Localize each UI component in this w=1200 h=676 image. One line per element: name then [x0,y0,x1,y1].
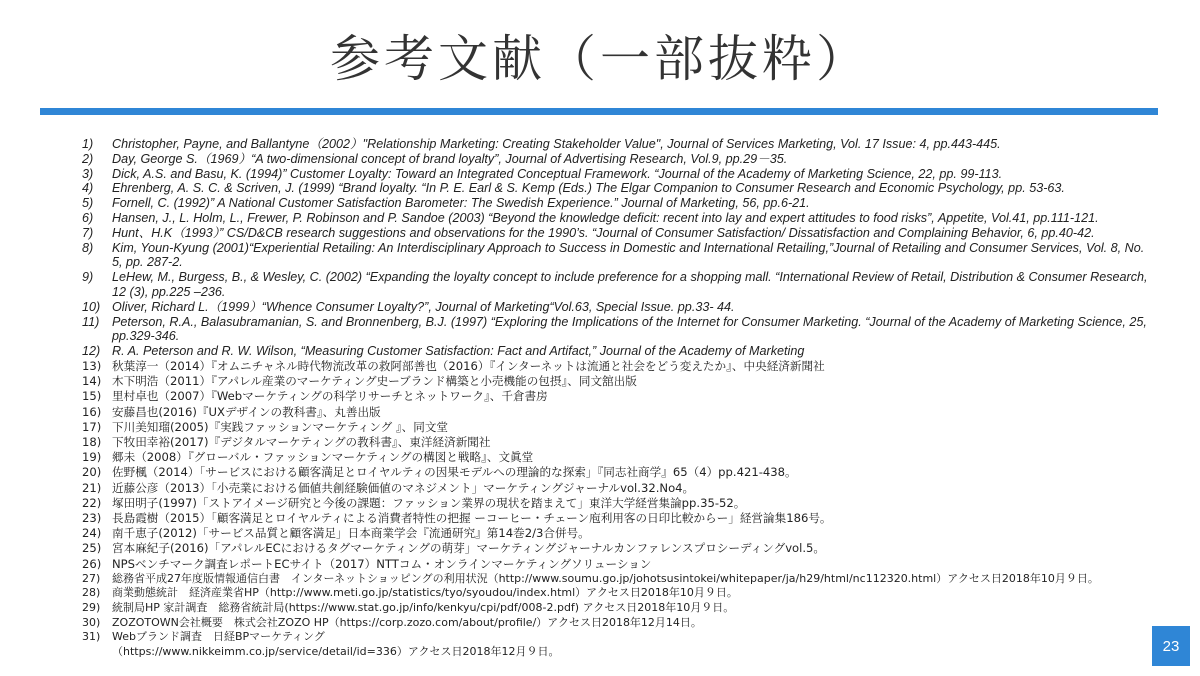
reference-number: 9) [82,270,94,285]
reference-text: Day, George S.（1969）“A two-dimensional concept of brand loyalty”, Journal of Advertising Research, Vol.9, pp.29－35. [112,151,788,166]
reference-item [82,405,1157,420]
reference-text: ZOZOTOWN会社概要 株式会社ZOZO HP（https://corp.zozo.com/about/profile/）アクセス日2018年12月14日。 [112,615,702,629]
reference-number: 21) [82,480,102,495]
reference-item [82,541,1157,556]
reference-text: 近藤公彦（2013）「小売業における価値共創経験価値のマネジメント」マーケティングジャーナルvol.32.No4。 [112,480,695,495]
reference-number: 14) [82,374,102,389]
reference-number: 1) [82,137,94,151]
reference-item [82,315,1157,345]
reference-number: 27) [82,571,101,585]
reference-number: 2) [82,151,94,166]
page-number: 23 [1152,626,1190,666]
reference-text: Peterson, R.A., Balasubramanian, S. and Bronnenberg, B.J. (1997) “Exploring the Implications of the Internet for Consumer Marketing. “Journal of the Academy of Marketing Science, 25, pp.329-346. [112,314,1151,344]
reference-text: Oliver, Richard L.（1999）“Whence Consumer Loyalty?”, Journal of Marketing“Vol.63, Special Issue. pp.33- 44. [112,299,735,314]
reference-text: 下牧田幸裕(2017)『デジタルマーケティングの教科書』、東洋経済新聞社 [112,434,491,449]
reference-item [82,526,1157,541]
reference-item [82,300,1157,315]
reference-item [82,557,1157,572]
reference-item [82,167,1157,182]
reference-number: 18) [82,434,102,449]
reference-item [82,359,1157,374]
reference-text: 安藤昌也(2016)『UXデザインの教科書』、丸善出版 [112,404,381,419]
title-divider [40,108,1158,115]
reference-text: 商業動態統計 経済産業省HP（http://www.meti.go.jp/statistics/tyo/syoudou/index.html）アクセス日2018年10月９日。 [112,586,738,600]
reference-item [82,511,1157,526]
reference-number: 4) [82,181,94,196]
reference-item [82,586,1157,601]
reference-item [82,496,1157,511]
reference-text: Hansen, J., L. Holm, L., Frewer, P. Robinson and P. Sandoe (2003) “Beyond the knowledge deficit: recent into lay and expert attitudes to food risks”, Appetite, Vol.41, pp.111-121. [112,210,1099,225]
reference-item [82,226,1157,241]
reference-text: 郷未（2008）『グローバル・ファッションマーケティングの構図と戦略』、文眞堂 [112,450,534,465]
reference-item [82,181,1157,196]
reference-text: Dick, A.S. and Basu, K. (1994)” Customer Loyalty: Toward an Integrated Conceptual Framework. “Journal of the Academy of Marketing Science, 22, pp. 99-113. [112,166,1003,181]
reference-text: 下川美知瑠(2005)『実践ファッションマーケティング 』、同文堂 [112,419,449,434]
reference-number: 31) [82,630,101,644]
reference-item [82,420,1157,435]
reference-number: 30) [82,615,101,629]
reference-text: Hunt、H.K（1993）” CS/D&CB research suggestions and observations for the 1990’s. “Journal of Consumer Satisfaction/ Dissatisfaction and Complaining Behavior, 6, pp.40-42. [112,225,1095,240]
reference-number: 3) [82,166,94,181]
reference-text: 長島霞樹（2015）「顧客満足とロイヤルティによる消費者特性の把握 ーコーヒー・チェーン庖利用客の日印比較からー」経営論集186号。 [112,510,832,525]
reference-text: 南千恵子(2012)「サービス品質と顧客満足」日本商業学会『流通研究』第14巻2/3合併号。 [112,526,590,541]
reference-number: 12) [82,344,101,359]
reference-text: R. A. Peterson and R. W. Wilson, “Measuring Customer Satisfaction: Fact and Artifact,” Journal of the Academy of Marketing [112,344,805,359]
reference-item [82,450,1157,465]
page-title: 参考文献（一部抜粋） [330,30,870,88]
reference-item [82,344,1157,359]
reference-number: 7) [82,225,94,240]
reference-text: LeHew, M., Burgess, B., & Wesley, C. (2002) “Expanding the loyalty concept to include preference for a shopping mall. “International Review of Retail, Distribution & Consumer Research, 12 (3), pp.225 –236. [112,270,1152,299]
reference-text: Christopher, Payne, and Ballantyne（2002）"Relationship Marketing: Creating Stakeholder Value", Journal of Services Marketing, Vol. 17 Issue: 4, pp.443-445. [112,137,1001,151]
reference-item [82,374,1157,389]
reference-number: 10) [82,299,101,314]
reference-item [82,572,1157,587]
reference-item [82,196,1157,211]
reference-text: Kim, Youn-Kyung (2001)“Experiential Retailing: An Interdisciplinary Approach to Success in Domestic and International Retailing,”Journal of Retailing and Consumer Services, Vol. 8, No. 5, pp. 287-2. [112,240,1148,270]
reference-text: 佐野楓（2014）「サービスにおける顧客満足とロイヤルティの因果モデルへの理論的な探索」『同志社商学』65（4）pp.421-438。 [112,465,797,480]
reference-item [82,601,1157,616]
reference-text: NPSベンチマーク調査レポートECサイト（2017）NTTコム・オンラインマーケティングソリューション [112,556,652,571]
reference-number: 22) [82,495,102,510]
reference-item [82,630,1157,659]
reference-text: 総務省平成27年度版情報通信白書 インターネットショッピングの利用状況（http://www.soumu.go.jp/johotsusintokei/whitepaper/ja/h29/html/nc112320.html）アクセス日2018年10月９日。 [112,571,1099,585]
reference-item [82,616,1157,631]
reference-text: 宮本麻紀子(2016)「アパレルECにおけるタグマーケティングの萌芽」マーケティングジャーナルカンファレンスプロシーディングvol.5。 [112,541,826,556]
reference-number: 25) [82,541,102,556]
reference-item [82,270,1157,300]
reference-number: 20) [82,465,102,480]
reference-number: 5) [82,196,94,211]
reference-number: 26) [82,556,102,571]
reference-item [82,137,1157,152]
reference-text: Fornell, C. (1992)” A National Customer Satisfaction Barometer: The Swedish Experience.” Journal of Marketing, 56, pp.6-21. [112,196,810,211]
reference-number: 13) [82,358,102,373]
reference-number: 11) [82,314,100,329]
reference-item [82,211,1157,226]
reference-number: 24) [82,526,102,541]
reference-text: 里村卓也（2007）『Webマーケティングの科学リサーチとネットワーク』、千倉書房 [112,389,548,404]
reference-number: 23) [82,510,102,525]
reference-number: 8) [82,240,94,255]
reference-text: Ehrenberg, A. S. C. & Scriven, J. (1999) “Brand loyalty. “In P. E. Earl & S. Kemp (Eds.) The Elgar Companion to Consumer Research and Economic Psychology, pp. 53-63. [112,181,1065,196]
reference-item [82,241,1157,271]
reference-item [82,152,1157,167]
reference-number: 17) [82,419,102,434]
reference-text: 塚田明子(1997)「ストアイメージ研究と今後の課題：ファッション業界の現状を踏まえて」東洋大学経営集論pp.35-52。 [112,495,746,510]
reference-item [82,435,1157,450]
reference-item [82,481,1157,496]
reference-text: 秋葉淳一（2014）『オムニチャネル時代物流改革の救阿部善也（2016）『インターネットは流通と社会をどう変えたか』、中央経済新聞社 [112,358,825,373]
reference-number: 16) [82,404,102,419]
reference-text: 木下明浩（2011）『アパレル産業のマーケティング史ーブランド構築と小売機能の包摂』、同文舘出版 [112,374,637,389]
reference-item [82,465,1157,480]
reference-number: 19) [82,450,102,465]
reference-number: 15) [82,389,102,404]
reference-text: Webブランド調査 日経BPマーケティング （https://www.nikkeimm.co.jp/service/detail/id=336）アクセス日2018年12月９日。 [112,630,560,658]
reference-text: 統制局HP 家計調査 総務省統計局(https://www.stat.go.jp/info/kenkyu/cpi/pdf/008-2.pdf) アクセス日2018年10月９日。 [112,600,735,614]
reference-number: 29) [82,600,101,614]
reference-item [82,389,1157,404]
reference-number: 6) [82,210,94,225]
reference-number: 28) [82,586,101,600]
reference-list [82,137,1157,659]
